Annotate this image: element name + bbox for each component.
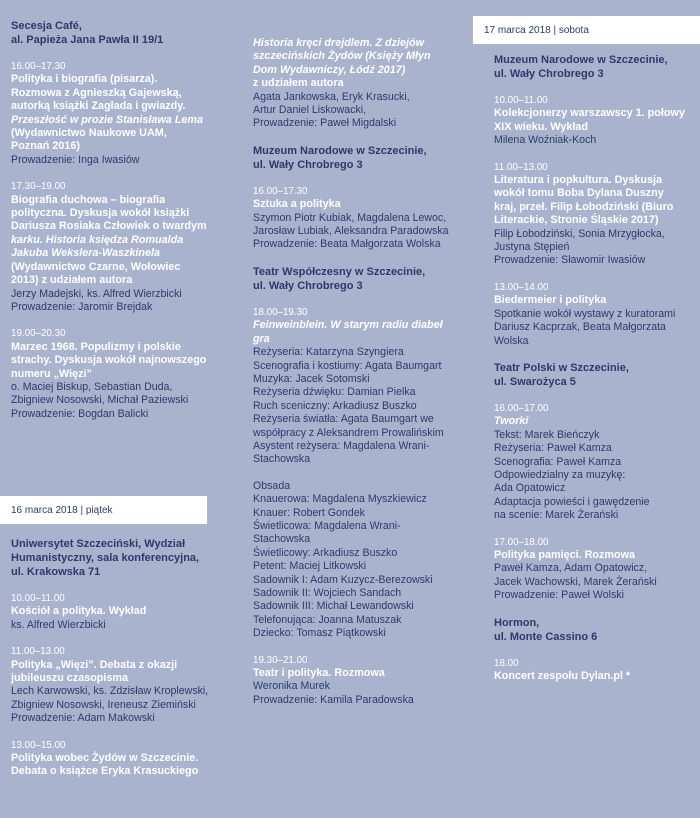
event-participants: Wolska [494,334,529,347]
venue-teatr-wspolczesny [253,265,478,293]
event-time: 13.00–15.00 [11,739,66,751]
credit-line: Muzyka: Jacek Sotomski [253,372,370,385]
event-historia-kreci-drejdlem [253,37,478,131]
day-label: 16 marca 2018 | piątek [11,505,113,516]
event-polityka-pamieci [494,536,698,603]
cast-line: Sadownik II: Wojciech Sandach [253,587,402,599]
play-title: Tworki [494,415,529,428]
cast-line: Petent: Maciej Litkowski [253,560,367,573]
event-participants: Agata Jankowska, Eryk Krasucki, [253,90,410,103]
event-kolekcjonerzy [494,94,698,148]
event-title-line: XIX wieku. Wykład [494,120,589,133]
event-host: Prowadzenie: Inga Iwasiów [11,153,140,166]
event-title-line: Marzec 1968. Populizmy i polskie [11,340,181,353]
book-title: Historia kręci drejdlem. Z dziejów [253,37,424,49]
cast-line: Stachowska [253,533,311,546]
event-participants: Jarosław Lubiak, Aleksandra Paradowska [253,225,449,238]
credit-line: Ada Opatowicz [494,482,566,495]
credit-line: na scenie: Marek Żerański [494,509,619,522]
event-host: Prowadzenie: Paweł Migdalski [253,117,397,130]
venue-line: ul. Swarożyca 5 [494,375,576,388]
event-title-line: Koncert zespołu Dylan.pl * [494,670,631,682]
event-title-line [253,64,478,77]
event-title-line: Sztuka a polityka [253,198,341,211]
venue-line: Teatr Współczesny w Szczecinie, [253,265,426,278]
event-participants: Szymon Piotr Kubiak, Magdalena Lewoc, [253,211,447,224]
event-time: 17.00–18.00 [494,536,549,548]
event-title-line: Kolekcjonerzy warszawscy 1. połowy [494,107,685,120]
credit-line: Scenografia: Paweł Kamza [494,455,622,468]
event-title-line: Polityka wobec Żydów w Szczecinie. [11,752,199,765]
event-title-line: Biedermeier i polityka [494,294,607,307]
credit-line: Reżyseria światła: Agata Baumgart we [253,413,434,426]
event-host: Prowadzenie: Paweł Wolski [494,589,624,602]
book-title: Jakuba Wekslera-Waszkinela [11,247,161,260]
event-participants: Filip Łobodziński, Sonia Mrzygłocka, [494,227,665,240]
credit-line: Tekst: Marek Bieńczyk [494,428,600,441]
event-title-line: Debata o książce Eryka Krasuckiego [11,765,199,778]
cast-line: Knauer: Robert Gondek [253,506,365,519]
event-title-line: 2013) z udziałem autora [11,274,133,287]
event-koncert [494,657,698,684]
venue-teatr-polski [494,361,698,389]
venue-line: ul. Wały Chrobrego 3 [494,68,604,80]
venue-line: Uniwersytet Szczeciński, Wydział [11,538,186,550]
event-title-line: (Wydawnictwo Czarne, Wołowiec [11,260,181,273]
event-kosciol-a-polityka [11,592,233,632]
credit-line: współpracy z Aleksandrem Prowalińskim [253,426,444,439]
credit-line: Odpowiedzialny za muzykę: [494,468,626,481]
book-title: Przeszłość w prozie Stanisława Lema [11,113,204,126]
event-title-line: z udziałem autora [253,77,344,90]
venue-line: Teatr Polski w Szczecinie, [494,361,629,374]
event-participants: Zbigniew Nosowski, Ireneusz Ziemiński [11,698,196,711]
event-title-line: Rozmowa z Agnieszką Gajewską, [11,86,182,99]
venue-secesja [11,19,233,47]
event-tworki [494,402,698,523]
event-time: 16.00–17.30 [253,185,308,197]
event-title-line [253,37,478,50]
event-participants: ks. Alfred Wierzbicki [11,618,106,631]
event-literatura-i-popkultura [494,161,698,268]
event-time: 17.30–19.00 [11,181,66,193]
event-participants: Dariusz Kacprzak, Beata Małgorzata [494,321,666,334]
event-title-line: Dariusza Rosiaka Człowiek o twardym [11,220,207,233]
event-time: 16.00–17.30 [11,61,66,72]
event-feinweinblein [253,306,478,641]
event-sztuka-a-polityka [253,185,478,252]
event-host: Prowadzenie: Adam Makowski [11,712,155,725]
event-title-line: jubileuszu czasopisma [11,672,128,685]
book-title: karku. Historia księdza Romualda [11,233,184,246]
venue-line: ul. Krakowska 71 [11,566,101,578]
credit-line: Reżyseria: Paweł Kamza [494,442,612,455]
event-participants: Paweł Kamza, Adam Opatowicz, [494,562,648,575]
event-title-line: Biografia duchowa – biografia [11,193,166,206]
credit-line: Ruch sceniczny: Arkadiusz Buszko [253,399,417,412]
event-title-line: numeru „Więzi” [11,367,92,380]
venue-line: Hormon, [494,616,540,629]
event-title-line [11,114,233,127]
event-host: Prowadzenie: Sławomir Iwasiów [494,254,646,267]
day-header-17-march [473,16,700,44]
column-right [494,53,698,683]
event-marzec-1968 [11,327,233,421]
event-time: 11.00–13.00 [494,161,548,173]
cast-line: Knauerowa: Magdalena Myszkiewicz [253,493,427,506]
event-participants: Zbigniew Nosowski, Michał Paziewski [11,394,189,407]
venue-line: Muzeum Narodowe w Szczecinie, [494,54,668,66]
event-host: Prowadzenie: Kamila Paradowska [253,693,414,706]
event-title-line: Polityka i biografia (pisarza). [11,73,158,86]
book-title: szczecińskich Żydów (Księży Młyn [253,50,431,63]
event-title-line: wokół tomu Boba Dylana Duszny [494,187,664,200]
column-middle [253,37,478,707]
event-host: Prowadzenie: Beata Małgorzata Wolska [253,238,441,251]
event-title-line: Kościół a polityka. Wykład [11,605,147,618]
event-title-line: strachy. Dyskusja wokół najnowszego [11,354,207,367]
event-participants: Spotkanie wokół wystawy z kuratorami [494,307,676,320]
event-title-line: (Wydawnictwo Naukowe UAM, [11,127,167,140]
book-title: Dom Wydawniczy, Łódź 2017) [253,63,406,76]
cast-line: Świetlicowa: Magdalena Wrani- [253,519,401,532]
venue-line: Secesja Café, [11,20,82,32]
cast-line: Telefonująca: Joanna Matuszak [253,613,402,626]
venue-line: ul. Wały Chrobrego 3 [253,158,363,171]
credit-line: Asystent reżysera: Magdalena Wrani- [253,439,430,452]
event-time: 18.00 [494,657,519,669]
venue-muzeum-narodowe [253,144,478,172]
event-title-line [494,415,698,428]
column-left-day2 [11,537,233,779]
venue-line: Muzeum Narodowe w Szczecinie, [253,144,427,157]
cast-line: Sadownik I: Adam Kuzycz-Berezowski [253,573,433,586]
credit-line: Scenografia i kostiumy: Agata Baumgart [253,359,442,372]
event-title-line: Literatura i popkultura. Dyskusja [494,174,662,187]
event-title-line: polityczna. Dyskusja wokół książki [11,207,190,220]
event-participants: Weronika Murek [253,680,330,693]
event-title-line: Literackie, Stronie Śląskie 2017) [494,214,659,227]
event-title-line [253,319,478,332]
venue-line: ul. Wały Chrobrego 3 [253,279,363,292]
venue-muzeum-narodowe [494,53,698,81]
event-participants: Justyna Stępień [494,241,570,254]
event-time: 16.00–17.00 [494,402,549,414]
event-title-line: Poznań 2016) [11,140,81,153]
venue-line: ul. Monte Cassino 6 [494,630,598,643]
day-label: 17 marca 2018 | sobota [484,25,589,36]
event-participants: Artur Daniel Liskowacki, [253,104,367,117]
cast-line: Dziecko: Tomasz Piątkowski [253,627,386,640]
event-polityka-wiezi [11,645,233,725]
cast-heading: Obsada [253,479,291,492]
event-title-line: autorką książki Zagłada i gwiazdy. [11,100,186,113]
event-polityka-i-biografia [11,60,233,167]
venue-line: Humanistyczny, sala konferencyjna, [11,552,200,564]
venue-line: al. Papieża Jana Pawła II 19/1 [11,34,164,46]
event-title-line [253,333,478,346]
cast-line: Sadownik III: Michał Lewandowski [253,600,414,613]
event-time: 10.00–11.00 [11,593,65,604]
event-time: 10.00–11.00 [494,95,548,106]
event-teatr-i-polityka [253,654,478,708]
credit-line: Reżyseria dźwięku: Damian Pielka [253,386,416,399]
event-participants: Jacek Wachowski, Marek Żerański [494,575,657,588]
event-title-line: Polityka pamięci. Rozmowa [494,548,636,561]
event-participants: Jerzy Madejski, ks. Alfred Wierzbicki [11,287,182,300]
event-title-line: Teatr i polityka. Rozmowa [253,667,385,680]
event-title-line [253,50,478,63]
event-title-line [11,234,233,247]
event-time: 13.00–14.00 [494,281,549,293]
credit-line: Reżyseria: Katarzyna Szyngiera [253,346,404,359]
venue-hormon [494,616,698,644]
day-header-16-march [0,496,207,524]
column-left [11,19,233,421]
play-title: Feinweinblein. W starym radiu diabeł [253,319,443,332]
event-time: 18.00–19.30 [253,306,308,318]
play-title: gra [253,332,270,345]
credit-line: Stachowska [253,453,311,466]
event-participants: o. Maciej Biskup, Sebastian Duda, [11,380,173,393]
event-participants: Milena Woźniak-Koch [494,134,597,147]
event-host: Prowadzenie: Bogdan Balicki [11,407,149,420]
event-polityka-wobec-zydow [11,739,233,779]
event-title-line [11,247,233,260]
cast-line: Świetlicowy: Arkadiusz Buszko [253,546,398,559]
event-host: Prowadzenie: Jaromir Brejdak [11,300,153,313]
event-title-line: Polityka „Więzi”. Debata z okazji [11,658,178,671]
event-time: 11.00–13.00 [11,646,65,658]
event-time: 19.00–20.30 [11,328,66,340]
event-biografia-duchowa [11,180,233,314]
credit-line: Adaptacja powieści i gawędzenie [494,495,650,508]
venue-uniwersytet [11,537,233,579]
event-biedermeier [494,281,698,348]
event-time: 19.30–21.00 [253,654,308,666]
event-participants: Lech Karwowski, ks. Zdzisław Kroplewski, [11,685,209,698]
event-title-line: kraj, przeł. Filip Łobodziński (Biuro [494,200,674,213]
